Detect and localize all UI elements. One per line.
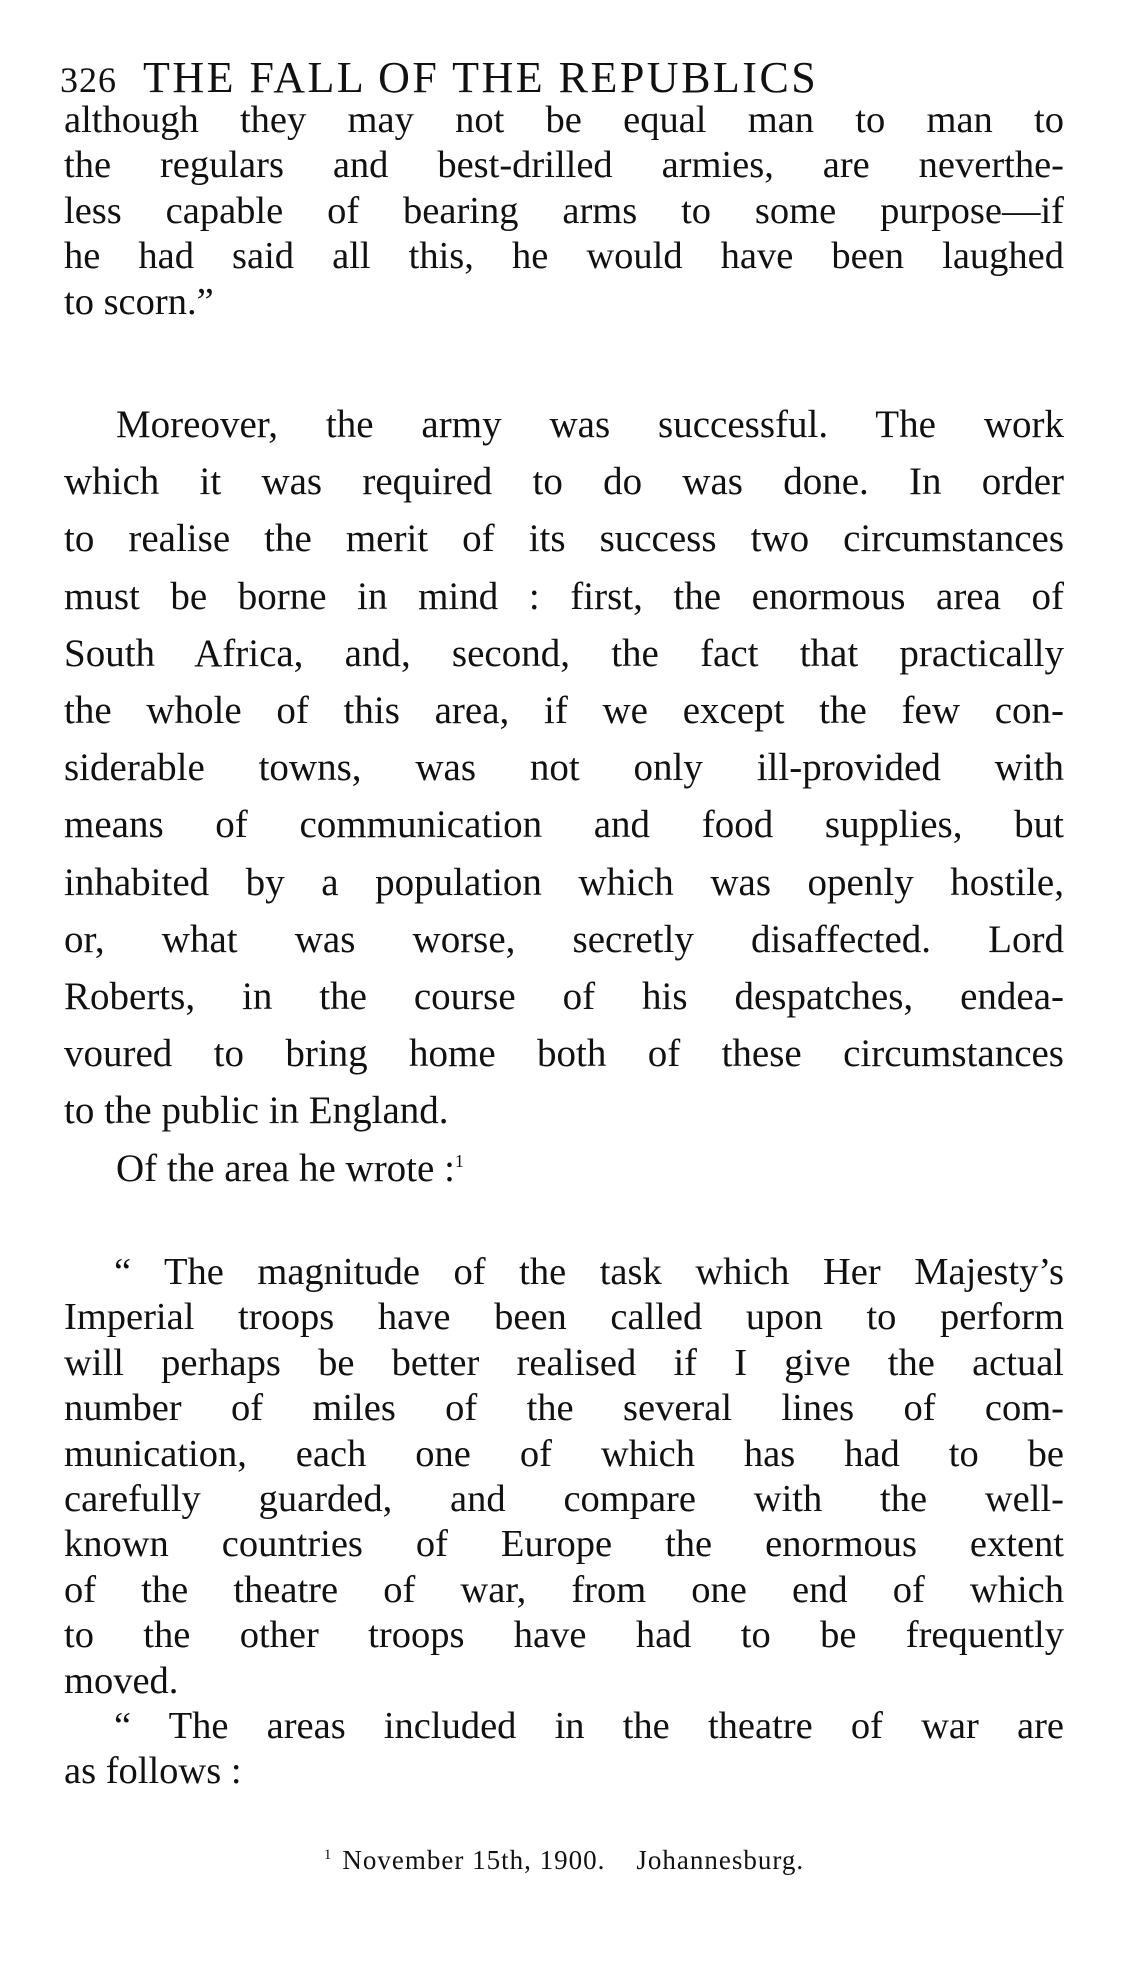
text-line: will perhaps be better realised if I give the actual [64, 1341, 1064, 1384]
text-line: means of communication and food supplies, but [64, 803, 1064, 847]
text-line: South Africa, and, second, the fact that practically [64, 631, 1064, 675]
text-line: he had said all this, he would have been laughed [64, 235, 1064, 278]
text-line: as follows : [64, 1750, 242, 1793]
text-line: or, what was worse, secretly disaffected. Lord [64, 917, 1064, 961]
text-line: to the other troops have had to be frequently [64, 1614, 1064, 1657]
text-line: siderable towns, was not only ill-provided with [64, 746, 1064, 790]
text-line: to the public in England. [64, 1089, 449, 1133]
quote-continuation [64, 98, 1064, 325]
footnote-text: November 15th, 1900. Johannesburg. [342, 1845, 805, 1875]
text-line: to scorn.” [64, 280, 214, 323]
text-line: Moreover, the army was successful. The work [116, 403, 1064, 446]
body-paragraph-2 [64, 1140, 1064, 1197]
text-line: less capable of bearing arms to some purpose—if [64, 189, 1064, 232]
text-line: although they may not be equal man to man to [64, 99, 1064, 141]
running-title: THE FALL OF THE REPUBLICS [143, 53, 819, 102]
footnote-reference: 1 [454, 1150, 464, 1171]
text-line: of the theatre of war, from one end of which [64, 1568, 1064, 1611]
text-line: inhabited by a population which was openly hostile, [64, 860, 1064, 904]
text-line: to realise the merit of its success two circumstances [64, 517, 1064, 561]
text-line: “ The areas included in the theatre of war are [114, 1705, 1064, 1748]
text-line: voured to bring home both of these circumstances [64, 1032, 1064, 1076]
text-line: munication, each one of which has had to be [64, 1432, 1064, 1475]
text-line: Imperial troops have been called upon to perform [64, 1296, 1064, 1339]
text-line: known countries of Europe the enormous extent [64, 1523, 1064, 1566]
footnote-mark: 1 [323, 1847, 333, 1863]
footnote [0, 1842, 1128, 1878]
page-number: 326 [60, 60, 117, 100]
text-line: must be borne in mind : first, the enormous area of [64, 574, 1064, 618]
text-line: which it was required to do was done. In order [64, 460, 1064, 504]
text-line: the regulars and best-drilled armies, are neverthe- [64, 144, 1064, 187]
text-line: carefully guarded, and compare with the well- [64, 1478, 1064, 1521]
text-line: Of the area he wrote : [116, 1146, 455, 1190]
body-paragraph [64, 396, 1064, 1197]
text-line: the whole of this area, if we except the few con- [64, 689, 1064, 733]
text-line: number of miles of the several lines of com- [64, 1387, 1064, 1430]
text-line: moved. [64, 1659, 179, 1702]
block-quotation [64, 1250, 1064, 1795]
text-line: “ The magnitude of the task which Her Majesty’s [114, 1251, 1064, 1293]
text-line: Roberts, in the course of his despatches, endea- [64, 975, 1064, 1019]
